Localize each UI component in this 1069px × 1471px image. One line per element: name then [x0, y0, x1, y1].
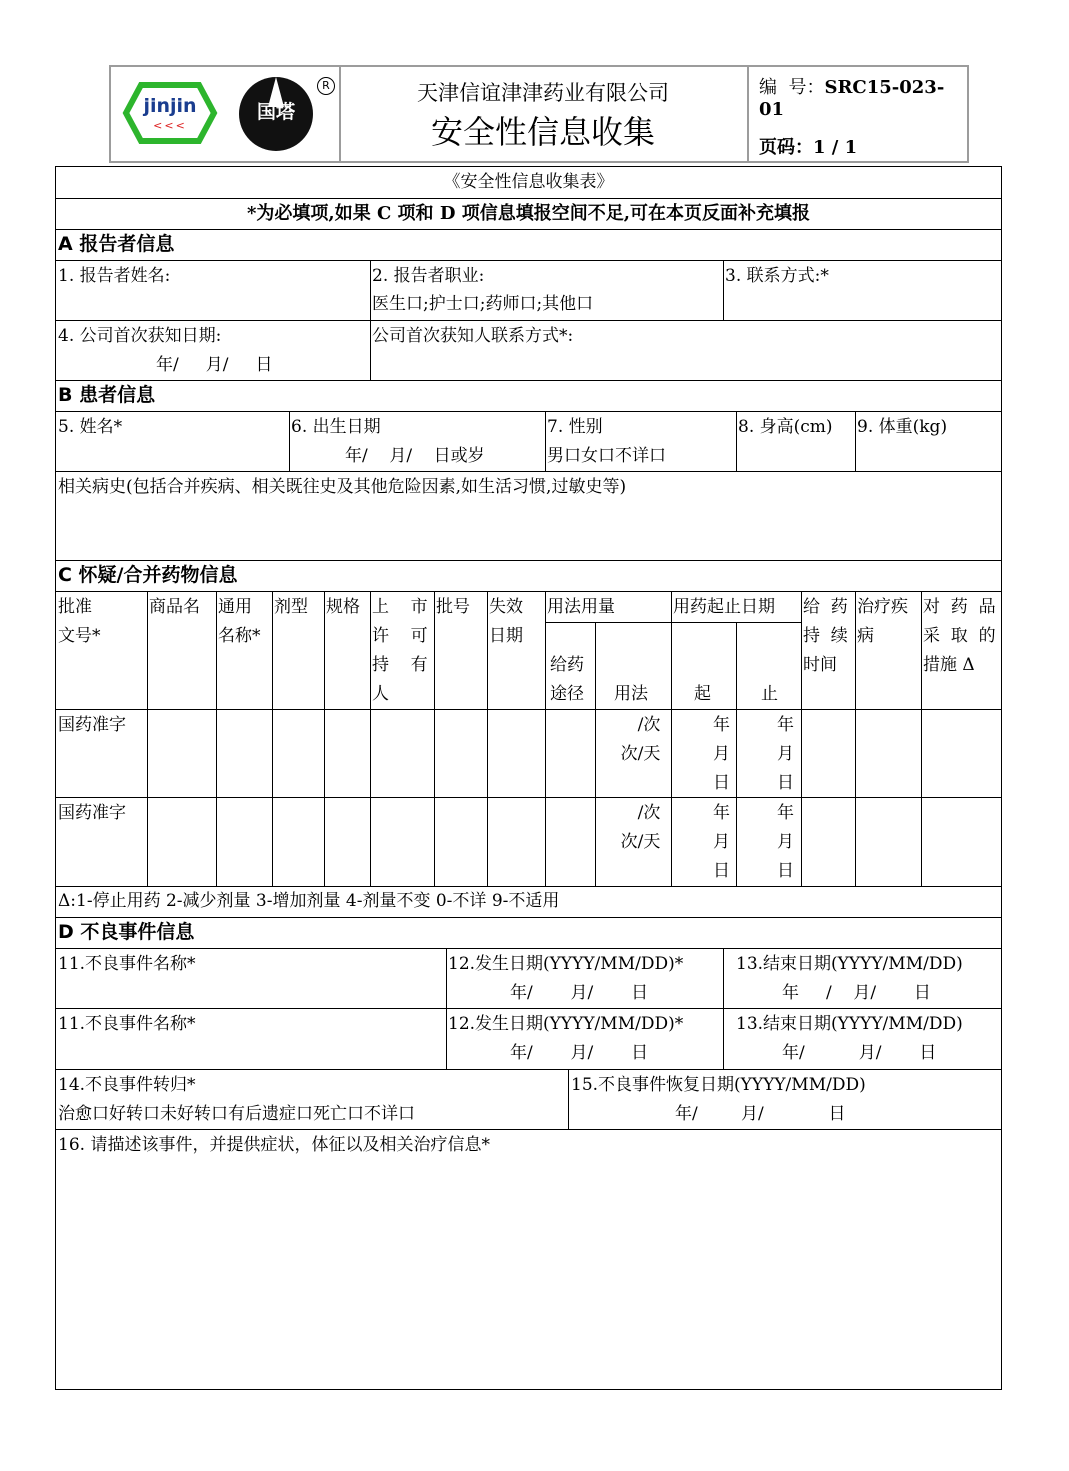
- reporter-job-label: 2. 报告者职业:: [372, 266, 485, 286]
- section-d-title: D 不良事件信息: [58, 921, 195, 943]
- col-batch: 批号: [436, 597, 470, 617]
- event-description-area[interactable]: [56, 1161, 1001, 1389]
- event-1-end-label: 13.结束日期(YYYY/MM/DD): [736, 954, 963, 974]
- contact-label: 3. 联系方式:*: [725, 266, 829, 286]
- instruction-text: *为必填项,如果 C 项和 D 项信息填报空间不足,可在本页反面补充填报: [247, 203, 810, 224]
- col-dosage-form: 剂型: [274, 597, 308, 617]
- col-mah: 上 市 许 可 持 有 人: [372, 597, 428, 704]
- first-aware-date-fields[interactable]: 年/ 月/ 日: [156, 355, 273, 375]
- col-indication: 治疗疾 病: [857, 597, 908, 646]
- form-title: 《安全性信息收集表》: [443, 172, 614, 192]
- table-row-1-end: 年 月 日: [777, 715, 794, 793]
- recovery-date-fields[interactable]: 年/ 月/ 日: [675, 1104, 846, 1124]
- col-expiry: 失效 日期: [489, 597, 523, 646]
- col-start: 起: [694, 684, 711, 704]
- sex-label: 7. 性别: [547, 417, 603, 437]
- col-specification: 规格: [326, 597, 360, 617]
- event-1-start-fields[interactable]: 年/ 月/ 日: [510, 983, 649, 1003]
- outcome-label: 14.不良事件转归*: [58, 1075, 196, 1095]
- col-generic-name: 通用 名称*: [218, 597, 261, 646]
- table-row-2-usage: /次 次/天: [620, 803, 661, 852]
- registered-mark: R: [317, 77, 335, 95]
- col-period: 用药起止日期: [673, 597, 775, 617]
- title-area: [339, 67, 749, 161]
- event-1-name-label: 11.不良事件名称*: [58, 954, 196, 974]
- job-options[interactable]: 医生口;护士口;药师口;其他口: [372, 294, 594, 314]
- document-title: 安全性信息收集: [430, 113, 655, 151]
- col-end: 止: [761, 684, 778, 704]
- first-aware-date-label: 4. 公司首次获知日期:: [58, 326, 222, 346]
- patient-name-label: 5. 姓名*: [58, 417, 123, 437]
- reporter-name-label: 1. 报告者姓名:: [58, 266, 171, 286]
- birth-date-label: 6. 出生日期: [291, 417, 381, 437]
- table-row-2-approval: 国药准字: [58, 803, 126, 823]
- event-description-label: 16. 请描述该事件，并提供症状，体征以及相关治疗信息*: [58, 1135, 490, 1155]
- event-1-end-fields[interactable]: 年 / 月/ 日: [782, 983, 931, 1003]
- col-route: 给药 途径: [550, 655, 584, 704]
- col-trade-name: 商品名: [149, 597, 200, 617]
- medical-history-label: 相关病史(包括合并疾病、相关既往史及其他危险因素,如生活习惯,过敏史等): [58, 477, 627, 497]
- table-row-1-usage: /次 次/天: [620, 715, 661, 764]
- page-label: 页码：: [759, 137, 813, 158]
- section-b-title: B 患者信息: [58, 384, 156, 406]
- action-legend: Δ:1-停止用药 2-减少剂量 3-增加剂量 4-剂量不变 0-不详 9-不适用: [58, 891, 560, 911]
- event-2-name-label: 11.不良事件名称*: [58, 1014, 196, 1034]
- height-label: 8. 身高(cm): [738, 417, 833, 437]
- event-2-start-label: 12.发生日期(YYYY/MM/DD)*: [448, 1014, 684, 1034]
- table-row-2-start: 年 月 日: [713, 803, 730, 881]
- event-2-end-label: 13.结束日期(YYYY/MM/DD): [736, 1014, 963, 1034]
- section-a-title: A 报告者信息: [58, 233, 175, 255]
- doc-code-label: 编 号：: [759, 77, 825, 98]
- doc-code: [759, 73, 967, 120]
- birth-date-fields[interactable]: 年/ 月/ 日或岁: [345, 446, 485, 466]
- outcome-options[interactable]: 治愈口好转口未好转口有后遗症口死亡口不详口: [58, 1104, 415, 1124]
- logo-area: [111, 67, 341, 161]
- table-row-1-approval: 国药准字: [58, 715, 126, 735]
- safety-info-form: [55, 166, 1002, 1390]
- event-2-start-fields[interactable]: 年/ 月/ 日: [510, 1043, 649, 1063]
- col-usage: 用法: [614, 684, 648, 704]
- event-2-end-fields[interactable]: 年/ 月/ 日: [782, 1043, 937, 1063]
- jinjin-logo-arrows: <<<: [153, 119, 187, 132]
- table-row-2-end: 年 月 日: [777, 803, 794, 881]
- table-row-1-start: 年 月 日: [713, 715, 730, 793]
- page-value: 1 / 1: [813, 137, 858, 158]
- first-aware-contact-label: 公司首次获知人联系方式*:: [372, 326, 574, 346]
- col-dosage: 用法用量: [547, 597, 615, 617]
- section-c-title: C 怀疑/合并药物信息: [58, 564, 238, 586]
- recovery-date-label: 15.不良事件恢复日期(YYYY/MM/DD): [571, 1075, 866, 1095]
- col-action: 对 药 品 采 取 的 措施 Δ: [923, 597, 996, 675]
- document-header: [109, 65, 969, 163]
- col-duration: 给 药 持 续 时间: [803, 597, 848, 675]
- doc-code-value: SRC15-023-01: [759, 77, 945, 120]
- event-1-start-label: 12.发生日期(YYYY/MM/DD)*: [448, 954, 684, 974]
- jinjin-logo-text: jinjin: [143, 95, 197, 117]
- weight-label: 9. 体重(kg): [857, 417, 948, 437]
- page-number: [759, 133, 857, 159]
- company-name: 天津信谊津津药业有限公司: [417, 81, 669, 105]
- sex-options[interactable]: 男口女口不详口: [547, 446, 666, 466]
- guota-logo-text: 国塔: [256, 101, 295, 123]
- col-approval-number: 批准 文号*: [58, 597, 101, 646]
